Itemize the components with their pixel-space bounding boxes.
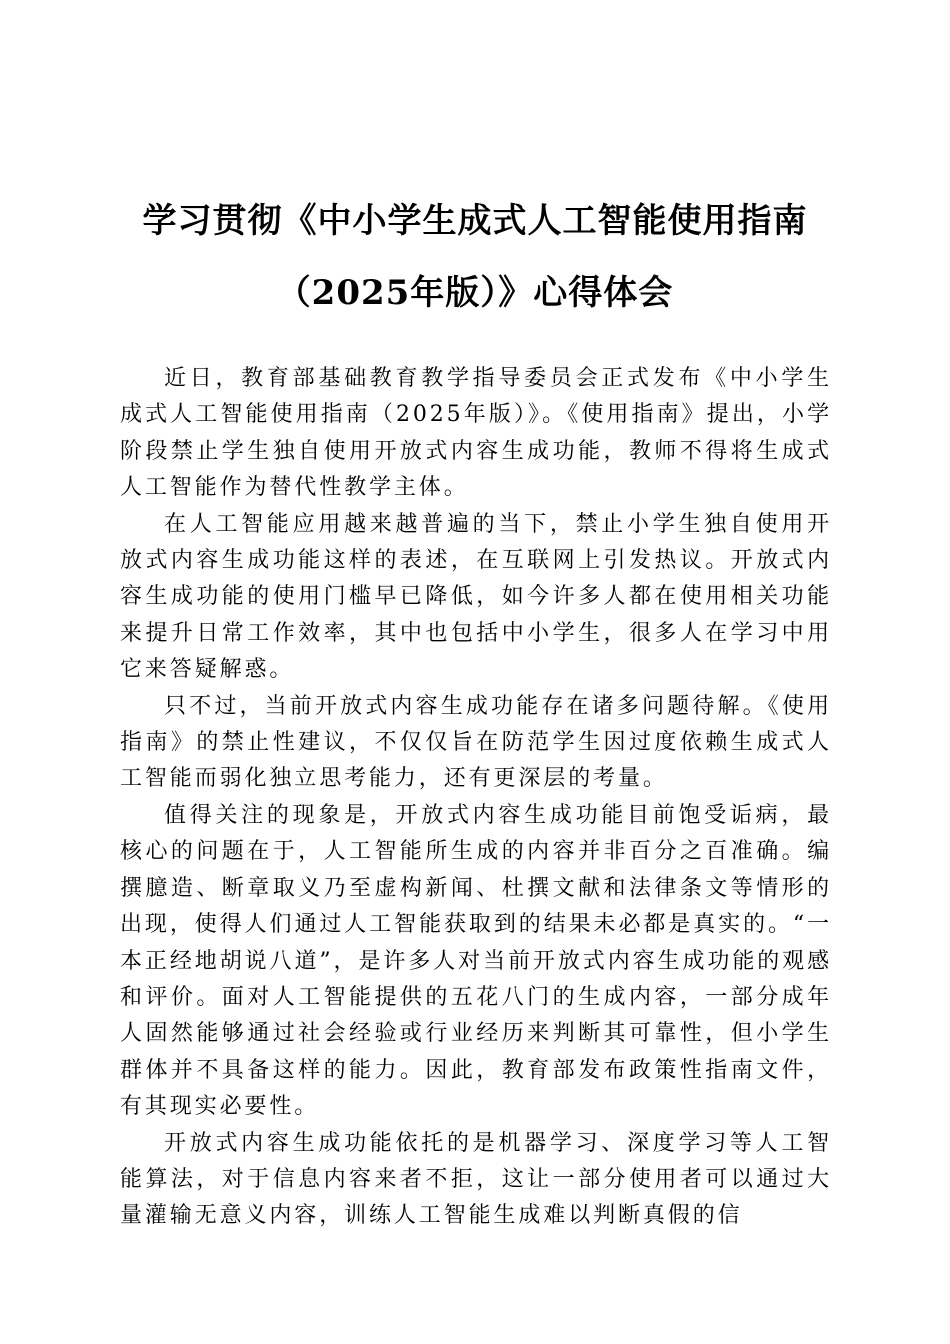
document-title-line-1: 学习贯彻《中小学生成式人工智能使用指南	[142, 201, 808, 241]
document-title-line-2: （2025年版）》心得体会	[276, 273, 674, 313]
paragraph-5: 开放式内容生成功能依托的是机器学习、深度学习等人工智能算法，对于信息内容来者不拒，这让一部分使用者可以通过大量灌输无意义内容，训练人工智能生成难以判断真假的信	[120, 1130, 832, 1229]
paragraph-2: 在人工智能应用越来越普遍的当下，禁止小学生独自使用开放式内容生成功能这样的表述，在互联网上引发热议。开放式内容生成功能的使用门槛早已降低，如今许多人都在使用相关功能来提升日常工作效率，其中也包括中小学生，很多人在学习中用它来答疑解惑。	[120, 511, 832, 683]
paragraph-4: 值得关注的现象是，开放式内容生成功能目前饱受诟病，最核心的问题在于，人工智能所生成的内容并非百分之百准确。编撰臆造、断章取义乃至虚构新闻、杜撰文献和法律条文等情形的出现，使得人们通过人工智能获取到的结果未必都是真实的。“一本正经地胡说八道”，是许多人对当前开放式内容生成功能的观感和评价。面对人工智能提供的五花八门的生成内容，一部分成年人固然能够通过社会经验或行业经历来判断其可靠性，但小学生群体并不具备这样的能力。因此，教育部发布政策性指南文件，有其现实必要性。	[120, 802, 832, 1120]
document-body	[120, 361, 832, 1235]
paragraph-3: 只不过，当前开放式内容生成功能存在诸多问题待解。《使用指南》的禁止性建议，不仅仅旨在防范学生因过度依赖生成式人工智能而弱化独立思考能力，还有更深层的考量。	[120, 693, 832, 792]
paragraph-1: 近日，教育部基础教育教学指导委员会正式发布《中小学生成式人工智能使用指南（2025年版）》。《使用指南》提出，小学阶段禁止学生独自使用开放式内容生成功能，教师不得将生成式人工智能作为替代性教学主体。	[120, 366, 832, 501]
